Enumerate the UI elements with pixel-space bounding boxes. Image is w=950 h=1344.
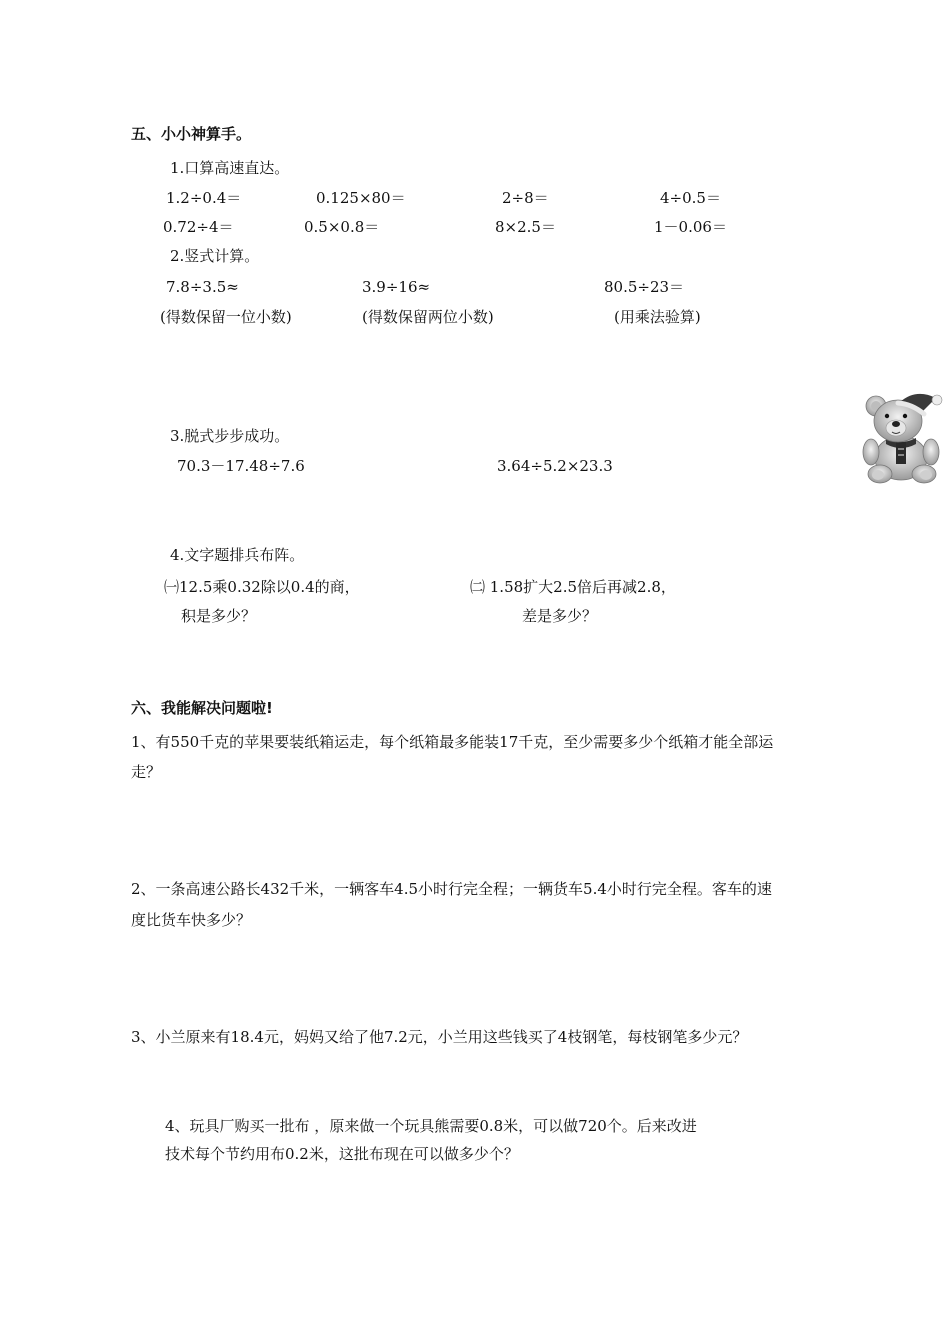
- problem-3-line1: 3、小兰原来有18.4元，妈妈又给了他7.2元，小兰用这些钱买了4枝钢笔，每枝钢笔多少元？: [131, 1028, 748, 1046]
- vertical-calc-2: 3.9÷16≈: [362, 278, 431, 296]
- vertical-calc-note-2: (得数保留两位小数): [362, 308, 494, 326]
- mental-calc-2: 0.125×80＝: [316, 189, 406, 207]
- teddy-bear-image: [856, 386, 946, 486]
- vertical-calc-3: 80.5÷23＝: [604, 278, 685, 296]
- problem-2-line2: 度比货车快多少？: [131, 911, 252, 929]
- part4-title: 4.文字题排兵布阵。: [170, 546, 305, 564]
- part1-title: 1.口算高速直达。: [170, 159, 290, 177]
- mental-calc-4: 4÷0.5＝: [660, 189, 721, 207]
- mental-calc-5: 0.72÷4＝: [163, 218, 234, 236]
- mental-calc-3: 2÷8＝: [502, 189, 549, 207]
- stepwise-calc-2: 3.64÷5.2×23.3: [497, 457, 613, 475]
- mental-calc-1: 1.2÷0.4＝: [166, 189, 242, 207]
- mental-calc-7: 8×2.5＝: [495, 218, 556, 236]
- stepwise-calc-1: 70.3－17.48÷7.6: [177, 457, 305, 475]
- problem-4-line2: 技术每个节约用布0.2米，这批布现在可以做多少个？: [165, 1145, 519, 1163]
- mental-calc-8: 1－0.06＝: [654, 218, 727, 236]
- mental-calc-6: 0.5×0.8＝: [304, 218, 380, 236]
- word-problem-2-line2: 差是多少？: [522, 607, 598, 625]
- vertical-calc-note-1: (得数保留一位小数): [160, 308, 292, 326]
- word-problem-1-line1: ㈠12.5乘0.32除以0.4的商，: [164, 578, 360, 596]
- problem-1-line2: 走？: [131, 763, 162, 781]
- problem-2-line1: 2、一条高速公路长432千米，一辆客车4.5小时行完全程；一辆货车5.4小时行完全程。客车的速: [131, 880, 772, 898]
- problem-1-line1: 1、有550千克的苹果要装纸箱运走，每个纸箱最多能装17千克，至少需要多少个纸箱才能全部运: [131, 733, 774, 751]
- vertical-calc-1: 7.8÷3.5≈: [166, 278, 239, 296]
- problem-4-line1: 4、玩具厂购买一批布 ，原来做一个玩具熊需要0.8米，可以做720个。后来改进: [165, 1117, 697, 1135]
- word-problem-2-line1: ㈡ 1.58扩大2.5倍后再减2.8，: [470, 578, 676, 596]
- vertical-calc-note-3: (用乘法验算): [614, 308, 701, 326]
- section5-title: 五、小小神算手。: [131, 125, 252, 143]
- part3-title: 3.脱式步步成功。: [170, 427, 290, 445]
- word-problem-1-line2: 积是多少？: [181, 607, 257, 625]
- section6-title: 六、我能解决问题啦!: [131, 699, 273, 717]
- part2-title: 2.竖式计算。: [170, 247, 260, 265]
